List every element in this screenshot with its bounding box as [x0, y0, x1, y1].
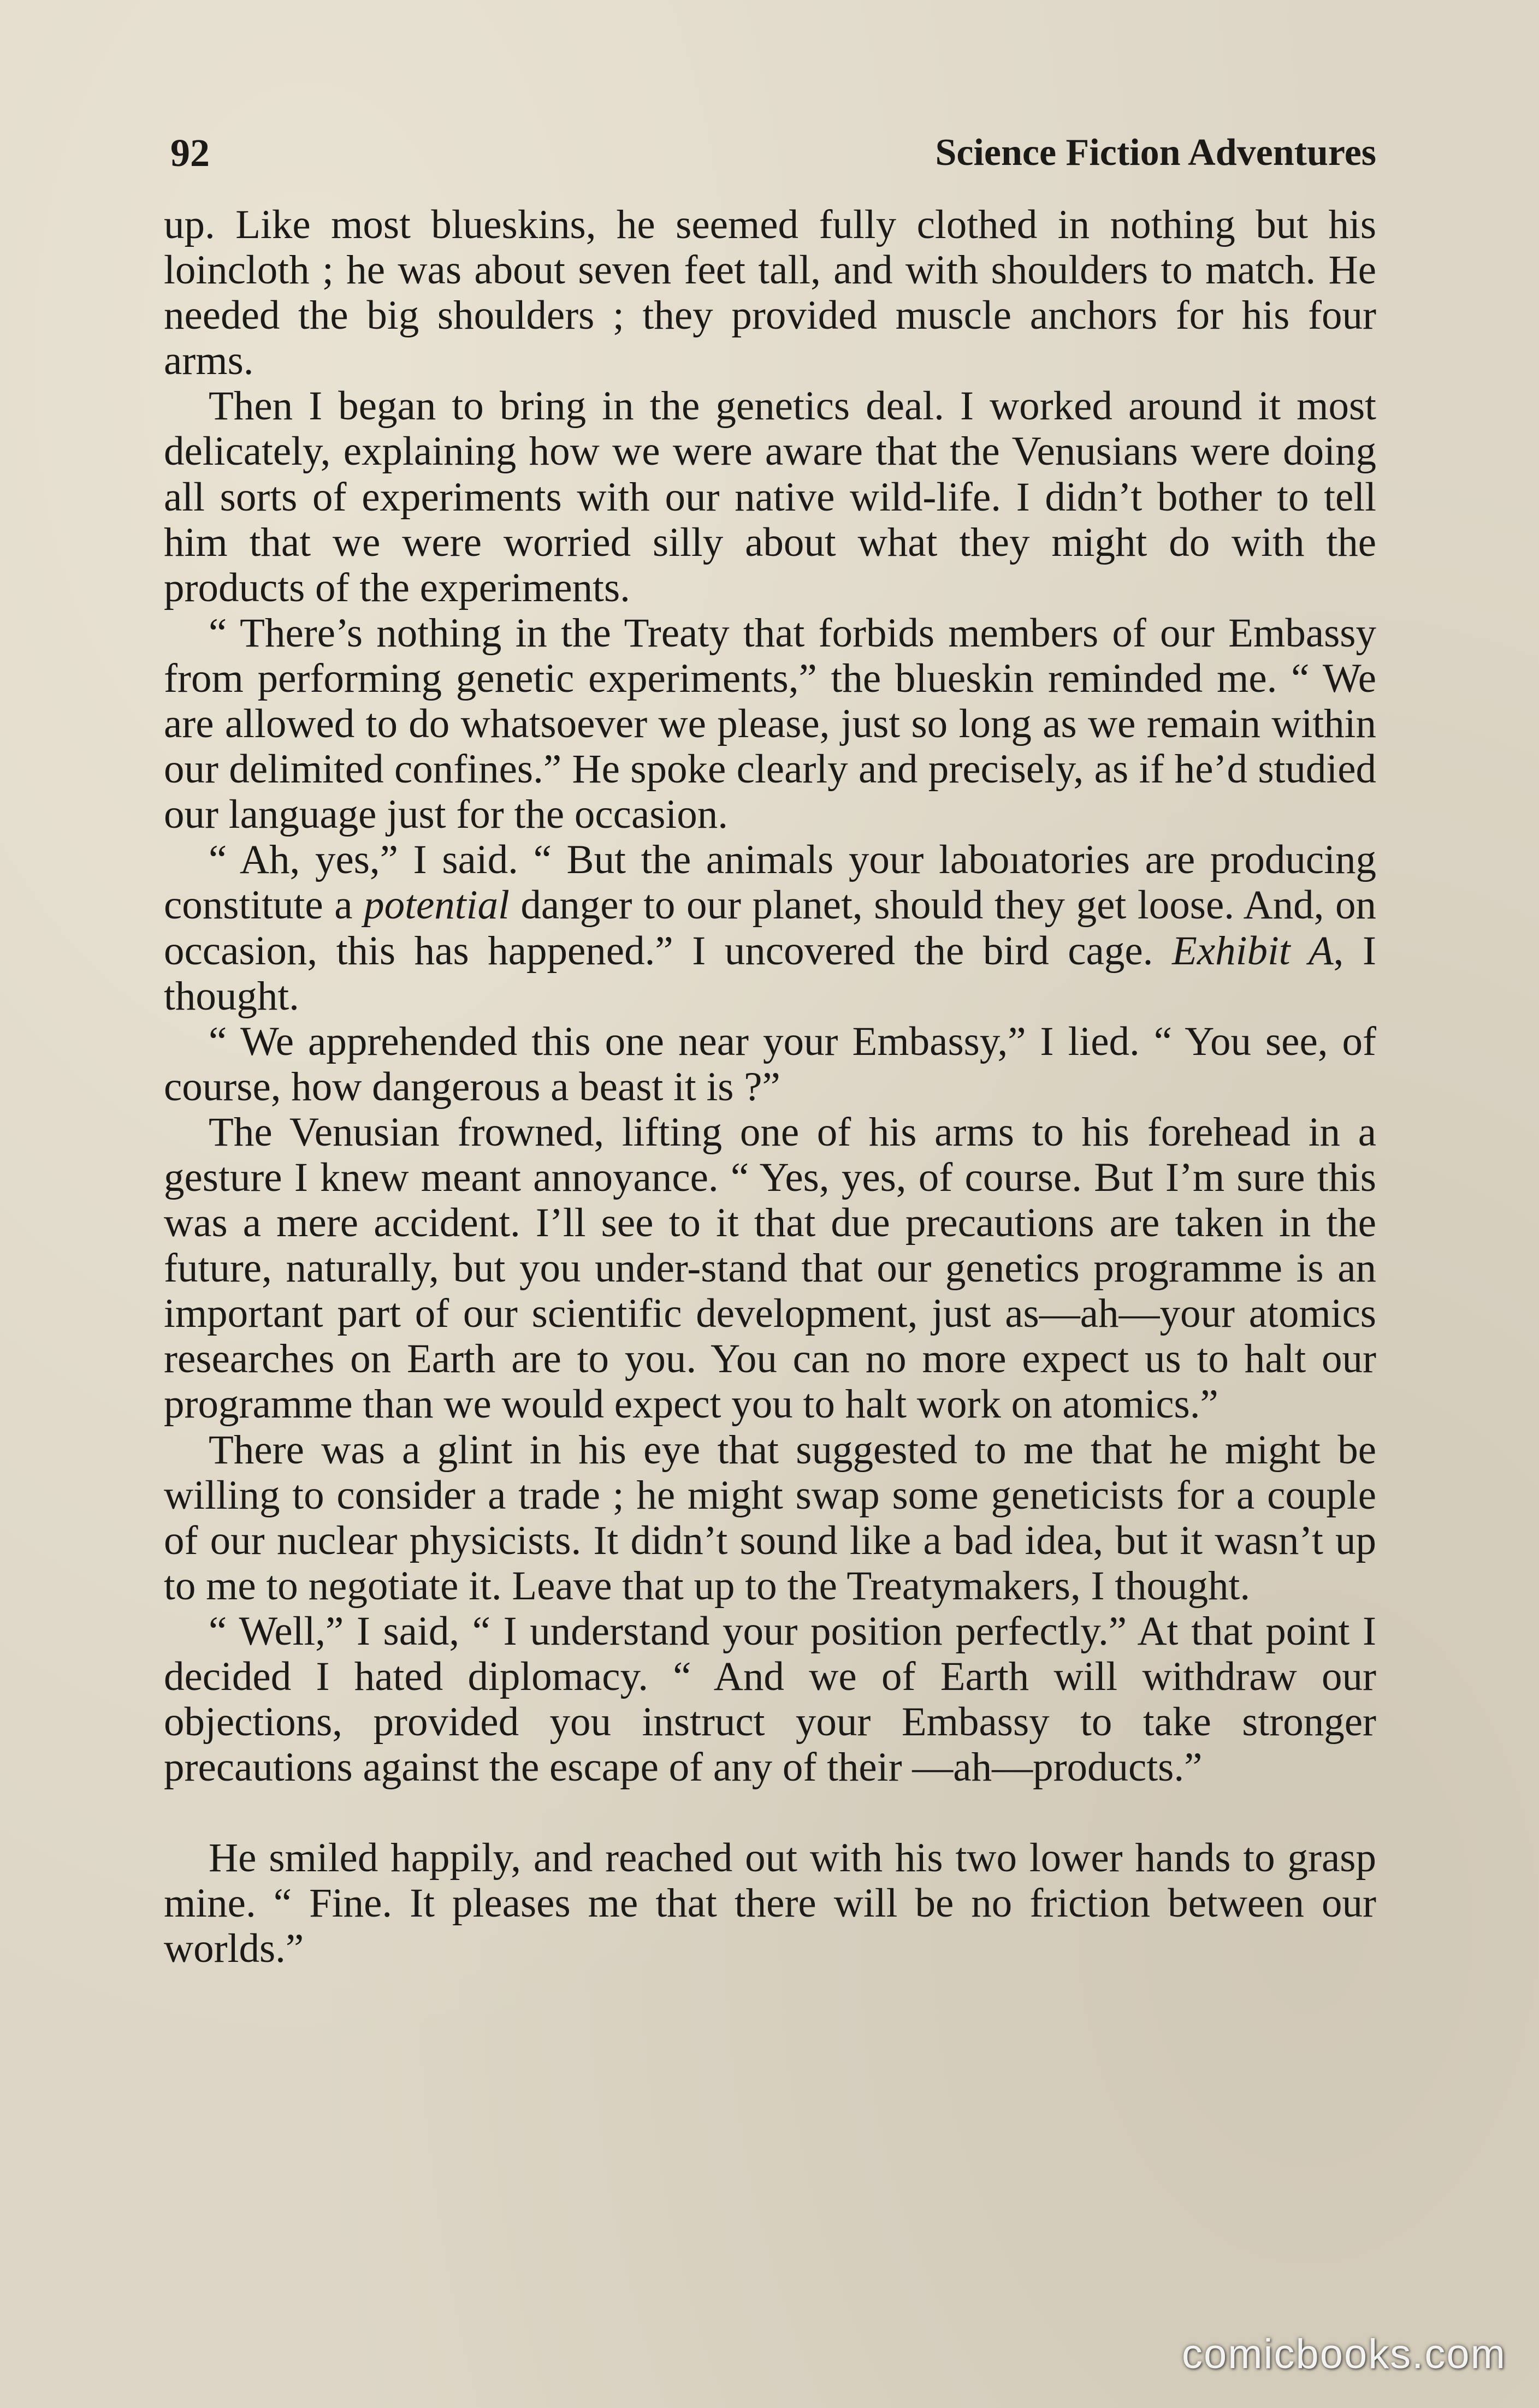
- text-run: , I thought.: [164, 928, 1376, 1019]
- text-run: “ Well,” I said, “ I understand your position perfectly.” At that point I decided I hated diplomacy. “ And we of Earth will withdraw our objections, provided you instruct your Embassy to take stronger precautions against the escape of any of their —ah—products.”: [164, 1608, 1376, 1790]
- text-run: “ There’s nothing in the Treaty that forbids members of our Embassy from performing genetic experiments,” the blueskin reminded me. “ We are allowed to do whatsoever we please, just so long as we remain within our delimited confines.” He spoke clearly and precisely, as if he’d studied our language just for the occasion.: [164, 610, 1376, 838]
- paragraph: [164, 610, 1376, 837]
- text-run: up. Like most blueskins, he seemed fully clothed in nothing but his loincloth ; he was about seven feet tall, and with shoulders to match. He needed the big shoulders ; they provided muscle anchors for his four arms.: [164, 202, 1376, 384]
- italic-text: potential: [364, 882, 510, 928]
- running-head: [164, 123, 1376, 183]
- text-run: He smiled happily, and reached out with his two lower hands to grasp mine. “ Fine. It pleases me that there will be no friction between our worlds.”: [164, 1835, 1376, 1972]
- paragraph: [164, 837, 1376, 1018]
- book-page: [164, 123, 1376, 2280]
- text-run: “ Ah, yes,” I said. “ But the animals your laboıatories are producing constitute a: [164, 837, 1376, 928]
- paragraph: [164, 1609, 1376, 1790]
- page-number: 92: [170, 131, 210, 175]
- text-run: Then I began to bring in the genetics deal. I worked around it most delicately, explaining how we were aware that the Venusians were doing all sorts of experiments with our native wild-life. I didn’t bother to tell him that we were worried silly about what they might do with the products of the experiments.: [164, 383, 1376, 610]
- text-run: There was a glint in his eye that suggested to me that he might be willing to consider a trade ; he might swap some geneticists for a couple of our nuclear physicists. It didn’t sound like a bad idea, but it wasn’t up to me to negotiate it. Leave that up to the Treatymakers, I thought.: [164, 1427, 1376, 1609]
- paragraph: [164, 1835, 1376, 1971]
- watermark: comicbooks.com: [1182, 2331, 1506, 2377]
- text-run: danger to our planet, should they get loose. And, on occasion, this has happened.” I uncovered the bird cage.: [164, 882, 1377, 974]
- text-run: “ We apprehended this one near your Embassy,” I lied. “ You see, of course, how dangerous a beast it is ?”: [164, 1018, 1376, 1110]
- story-text: [164, 202, 1376, 1972]
- running-title: Science Fiction Adventures: [935, 132, 1376, 174]
- paragraph: [164, 1019, 1376, 1110]
- paragraph: [164, 383, 1376, 610]
- paragraph: [164, 202, 1376, 383]
- italic-text: Exhibit A: [1172, 928, 1334, 974]
- text-run: The Venusian frowned, lifting one of his arms to his forehead in a gesture I knew meant annoyance. “ Yes, yes, of course. But I’m sure this was a mere accident. I’ll see to it that due precautions are taken in the future, naturally, but you under-stand that our genetics programme is an important part of our scientific development, just as—ah—your atomics researches on Earth are to you. You can no more expect us to halt our programme than we would expect you to halt work on atomics.”: [164, 1109, 1376, 1427]
- paragraph: [164, 1110, 1376, 1427]
- paragraph: [164, 1427, 1376, 1609]
